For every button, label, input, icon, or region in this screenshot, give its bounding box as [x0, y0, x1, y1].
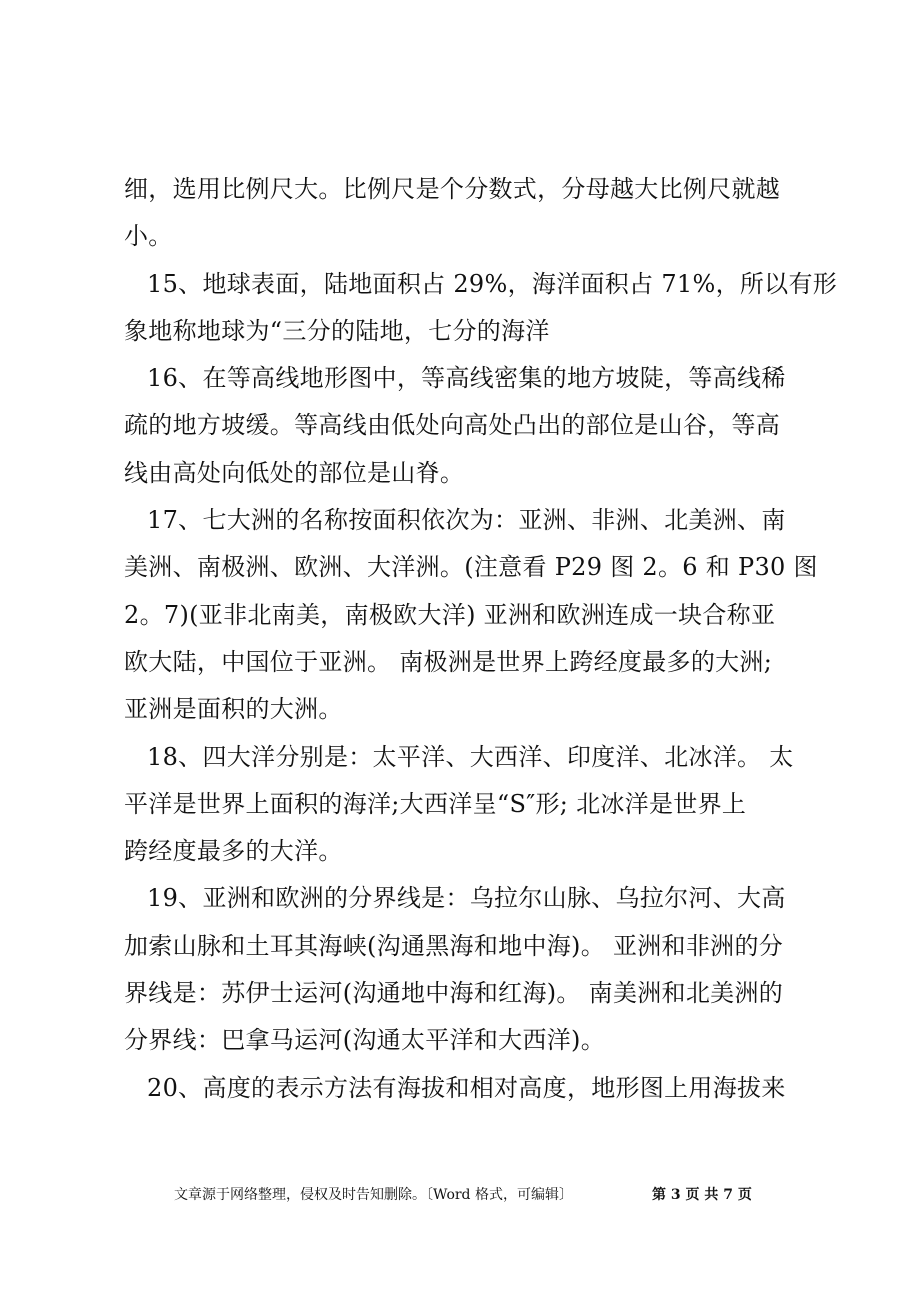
text-line: 细，选用比例尺大。比例尺是个分数式，分母越大比例尺就越 [124, 175, 781, 203]
text-line: 小。 [124, 222, 173, 251]
text-line: 跨经度最多的大洋。 [124, 837, 343, 866]
text-line: 线由高处向低处的部位是山脊。 [124, 458, 465, 487]
text-line: 分界线：巴拿马运河(沟通太平洋和大西洋)。 [124, 1026, 606, 1055]
paragraph-15-line: 15、地球表面，陆地面积占 29%，海洋面积占 71%，所以有形 [147, 269, 838, 298]
page-footer [174, 1184, 794, 1204]
footer-note: 文章源于网络整理，侵权及时告知删除。〔Word 格式，可编辑〕 [174, 1187, 573, 1203]
paragraph-18-line: 18、四大洋分别是：太平洋、大西洋、印度洋、北冰洋。 太 [147, 742, 794, 771]
document-body [124, 166, 838, 1112]
text-line: 平洋是世界上面积的海洋;大西洋呈“S″形; 北冰洋是世界上 [124, 789, 747, 818]
paragraph-17-line: 17、七大洲的名称按面积依次为：亚洲、非洲、北美洲、南 [147, 506, 786, 535]
text-line: 加索山脉和土耳其海峡(沟通黑海和地中海)。 亚洲和非洲的分 [124, 931, 784, 960]
text-line: 2。7)(亚非北南美，南极欧大洋) 亚洲和欧洲连成一块合称亚 [124, 600, 776, 629]
text-line: 美洲、南极洲、欧洲、大洋洲。(注意看 P29 图 2。6 和 P30 图 [124, 553, 818, 582]
text-line: 疏的地方坡缓。等高线由低处向高处凸出的部位是山谷，等高 [124, 411, 781, 440]
page-number: 第 3 页 共 7 页 [652, 1187, 752, 1203]
paragraph-16-line: 16、在等高线地形图中，等高线密集的地方坡陡，等高线稀 [147, 364, 786, 393]
text-line: 象地称地球为“三分的陆地，七分的海洋 [124, 316, 550, 345]
text-line: 亚洲是面积的大洲。 [124, 695, 343, 724]
paragraph-20-line: 20、高度的表示方法有海拔和相对高度，地形图上用海拔来 [147, 1073, 786, 1102]
paragraph-19-line: 19、亚洲和欧洲的分界线是：乌拉尔山脉、乌拉尔河、大高 [147, 884, 786, 913]
text-line: 欧大陆，中国位于亚洲。 南极洲是世界上跨经度最多的大洲; [124, 647, 773, 676]
text-line: 界线是：苏伊士运河(沟通地中海和红海)。 南美洲和北美洲的 [124, 979, 784, 1008]
